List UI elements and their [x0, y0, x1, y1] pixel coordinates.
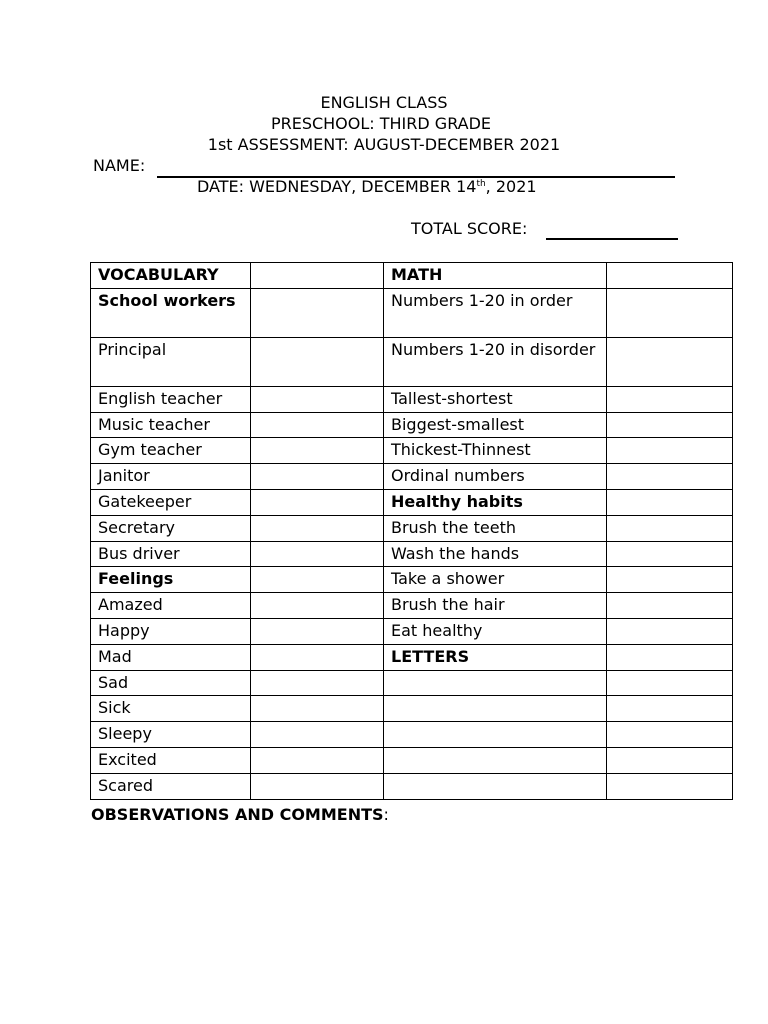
math-score-cell[interactable] — [607, 489, 733, 515]
vocabulary-item-cell: Sad — [91, 670, 251, 696]
table-row — [91, 464, 733, 490]
table-row — [91, 515, 733, 541]
table-row — [91, 670, 733, 696]
table-row — [91, 337, 733, 386]
math-item-cell: Eat healthy — [384, 618, 607, 644]
vocabulary-item-cell: Sick — [91, 696, 251, 722]
math-item-cell — [384, 722, 607, 748]
date-text: DATE: WEDNESDAY, DECEMBER 14 — [197, 177, 477, 196]
vocabulary-item-cell: Sleepy — [91, 722, 251, 748]
math-item-cell — [384, 696, 607, 722]
vocabulary-score-cell[interactable] — [251, 567, 384, 593]
vocabulary-item-cell: Janitor — [91, 464, 251, 490]
vocabulary-score-cell[interactable] — [251, 773, 384, 799]
math-item-cell: Brush the teeth — [384, 515, 607, 541]
table-row — [91, 567, 733, 593]
vocabulary-item-cell: Principal — [91, 337, 251, 386]
math-item-cell — [384, 747, 607, 773]
vocabulary-item-cell: Secretary — [91, 515, 251, 541]
vocabulary-item-cell: VOCABULARY — [91, 263, 251, 289]
vocabulary-score-cell[interactable] — [251, 337, 384, 386]
math-score-cell[interactable] — [607, 722, 733, 748]
vocabulary-item-cell: Amazed — [91, 593, 251, 619]
math-score-cell[interactable] — [607, 288, 733, 337]
table-row — [91, 644, 733, 670]
assessment-table — [90, 262, 733, 800]
vocabulary-score-cell[interactable] — [251, 722, 384, 748]
math-item-cell: Biggest-smallest — [384, 412, 607, 438]
table-row — [91, 541, 733, 567]
vocabulary-score-cell[interactable] — [251, 670, 384, 696]
date-line — [197, 177, 537, 197]
table-row — [91, 747, 733, 773]
assessment-table-body — [91, 263, 733, 800]
vocabulary-item-cell: Bus driver — [91, 541, 251, 567]
math-score-cell[interactable] — [607, 773, 733, 799]
vocabulary-item-cell: Music teacher — [91, 412, 251, 438]
table-row — [91, 438, 733, 464]
math-score-cell[interactable] — [607, 593, 733, 619]
math-item-cell: Brush the hair — [384, 593, 607, 619]
table-row — [91, 722, 733, 748]
table-row — [91, 263, 733, 289]
math-score-cell[interactable] — [607, 438, 733, 464]
math-score-cell[interactable] — [607, 618, 733, 644]
math-item-cell: Thickest-Thinnest — [384, 438, 607, 464]
table-row — [91, 412, 733, 438]
math-score-cell[interactable] — [607, 337, 733, 386]
math-item-cell: MATH — [384, 263, 607, 289]
vocabulary-item-cell: Excited — [91, 747, 251, 773]
date-ordinal-suffix: th — [476, 179, 486, 189]
math-item-cell: Numbers 1-20 in disorder — [384, 337, 607, 386]
vocabulary-item-cell: Feelings — [91, 567, 251, 593]
observations-heading — [91, 805, 389, 825]
math-item-cell: Wash the hands — [384, 541, 607, 567]
math-item-cell: Tallest-shortest — [384, 386, 607, 412]
math-score-cell[interactable] — [607, 541, 733, 567]
math-score-cell[interactable] — [607, 263, 733, 289]
table-row — [91, 386, 733, 412]
vocabulary-score-cell[interactable] — [251, 541, 384, 567]
vocabulary-item-cell: English teacher — [91, 386, 251, 412]
vocabulary-score-cell[interactable] — [251, 489, 384, 515]
vocabulary-score-cell[interactable] — [251, 593, 384, 619]
vocabulary-item-cell: Scared — [91, 773, 251, 799]
vocabulary-score-cell[interactable] — [251, 747, 384, 773]
vocabulary-score-cell[interactable] — [251, 696, 384, 722]
math-item-cell: Numbers 1-20 in order — [384, 288, 607, 337]
math-item-cell: Ordinal numbers — [384, 464, 607, 490]
table-row — [91, 593, 733, 619]
vocabulary-score-cell[interactable] — [251, 412, 384, 438]
math-score-cell[interactable] — [607, 696, 733, 722]
vocabulary-score-cell[interactable] — [251, 464, 384, 490]
vocabulary-score-cell[interactable] — [251, 263, 384, 289]
vocabulary-item-cell: Happy — [91, 618, 251, 644]
math-score-cell[interactable] — [607, 670, 733, 696]
vocabulary-item-cell: School workers — [91, 288, 251, 337]
table-row — [91, 696, 733, 722]
table-row — [91, 288, 733, 337]
math-item-cell — [384, 773, 607, 799]
vocabulary-score-cell[interactable] — [251, 438, 384, 464]
table-row — [91, 489, 733, 515]
name-label: NAME: — [93, 156, 146, 175]
observations-label: OBSERVATIONS AND COMMENTS — [91, 805, 384, 824]
vocabulary-score-cell[interactable] — [251, 515, 384, 541]
math-score-cell[interactable] — [607, 412, 733, 438]
vocabulary-score-cell[interactable] — [251, 618, 384, 644]
table-row — [91, 618, 733, 644]
vocabulary-score-cell[interactable] — [251, 288, 384, 337]
vocabulary-item-cell: Gym teacher — [91, 438, 251, 464]
vocabulary-item-cell: Mad — [91, 644, 251, 670]
title-english-class: ENGLISH CLASS — [320, 93, 448, 112]
total-score-label: TOTAL SCORE: — [411, 219, 528, 238]
math-score-cell[interactable] — [607, 386, 733, 412]
date-year: , 2021 — [485, 177, 537, 196]
observations-colon: : — [383, 805, 389, 824]
vocabulary-score-cell[interactable] — [251, 386, 384, 412]
math-score-cell[interactable] — [607, 644, 733, 670]
math-item-cell: Take a shower — [384, 567, 607, 593]
math-score-cell[interactable] — [607, 567, 733, 593]
title-grade: PRESCHOOL: THIRD GRADE — [270, 114, 492, 133]
math-item-cell: LETTERS — [384, 644, 607, 670]
title-assessment: 1st ASSESSMENT: AUGUST-DECEMBER 2021 — [207, 135, 561, 154]
math-score-cell[interactable] — [607, 515, 733, 541]
math-score-cell[interactable] — [607, 747, 733, 773]
vocabulary-item-cell: Gatekeeper — [91, 489, 251, 515]
math-item-cell — [384, 670, 607, 696]
table-row — [91, 773, 733, 799]
total-score-blank-line[interactable] — [546, 238, 678, 240]
math-score-cell[interactable] — [607, 464, 733, 490]
math-item-cell: Healthy habits — [384, 489, 607, 515]
vocabulary-score-cell[interactable] — [251, 644, 384, 670]
